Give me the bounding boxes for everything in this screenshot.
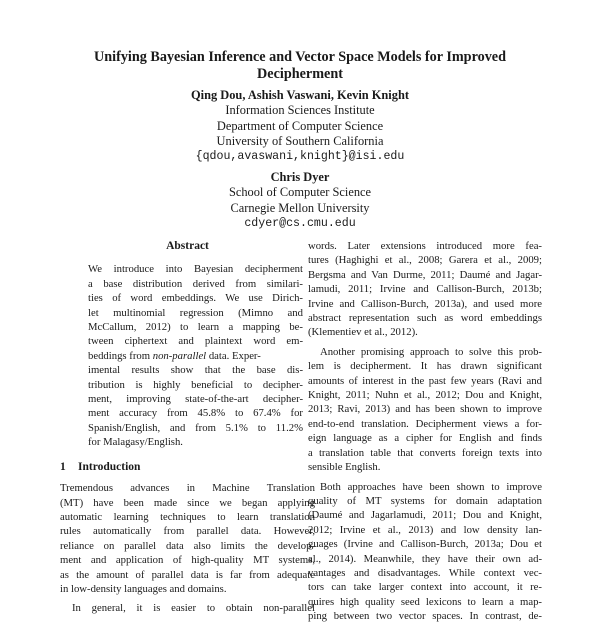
abstract-line: for Malagasy/English. xyxy=(88,436,183,449)
title-line-2: Decipherment xyxy=(257,66,343,82)
body-line: eign language as a cipher for English and finds xyxy=(308,432,542,445)
author-block-2 xyxy=(100,170,500,231)
body-line: Knight, 2011; Nuhn et al., 2012; Dou and Knight, xyxy=(308,389,542,402)
abstract-line: a base distribution derived from similari- xyxy=(88,277,303,290)
body-line: Both approaches have been shown to improve xyxy=(320,480,542,493)
affiliation-line: Information Sciences Institute xyxy=(225,103,375,118)
abstract-line xyxy=(88,349,303,363)
abstract-heading: Abstract xyxy=(166,240,209,252)
abstract-line: ment accuracy from 45.8% to 67.4% for xyxy=(88,407,303,420)
affiliation-line: School of Computer Science xyxy=(228,185,372,200)
author-names-1: Qing Dou, Ashish Vaswani, Kevin Knight xyxy=(191,88,409,102)
body-line: a translation table that converts foreign texts into xyxy=(308,446,542,459)
body-line: Bergsma and Van Durme, 2011; Daumé and Jagar- xyxy=(308,268,542,281)
body-line: (Klementiev et al., 2012). xyxy=(308,326,418,339)
affiliation-line: University of Southern California xyxy=(216,133,384,148)
body-line: vantages and disadvantages. While context vec- xyxy=(308,566,542,579)
abstract-text-run: beddings from xyxy=(88,349,153,362)
abstract-line: Spanish/English, and from 5.1% to 11.2% xyxy=(88,421,303,434)
author-email-1: {qdou,avaswani,knight}@isi.edu xyxy=(195,150,405,164)
body-line: Irvine and Callison-Burch, 2013a), and used more xyxy=(308,297,542,310)
body-line: lem is decipherment. It has drawn significant xyxy=(308,360,542,373)
body-line: end-to-end translation. Decipherment views a for- xyxy=(308,417,542,430)
body-line: amounts of interest in the past few years (Ravi and xyxy=(308,374,542,387)
abstract-line: ment, improving state-of-the-art decipher- xyxy=(88,393,303,406)
author-block-1 xyxy=(100,88,500,164)
body-line: al., 2014). Meanwhile, they have their own ad- xyxy=(308,552,542,565)
intro-paragraph-1 xyxy=(60,481,315,596)
body-line: sensible English. xyxy=(308,461,381,474)
body-line: quality of MT systems for domain adaptation xyxy=(308,494,542,507)
affiliation-line: Department of Computer Science xyxy=(216,118,384,133)
abstract-line: ties of word embeddings. We use Dirich- xyxy=(88,292,303,305)
section-heading xyxy=(60,460,315,474)
abstract-line: McCallum, 2012) to learn a mapping be- xyxy=(88,321,303,334)
body-line: 2012; Irvine et al., 2013) and low density lan- xyxy=(308,523,542,536)
body-line: 2013; Ravi, 2013) and has been shown to improve xyxy=(308,403,542,416)
abstract-line: let multinomial regression (Mimno and xyxy=(88,306,303,319)
body-line: as the amount of parallel data is far from adequate xyxy=(60,568,315,581)
body-line: quires high quality seed lexicons to learn a map- xyxy=(308,595,542,608)
body-line: ment and application of high-quality MT systems, xyxy=(60,554,315,567)
abstract-line: imental results show that the base dis- xyxy=(88,364,303,377)
body-line: (Daumé and Jagarlamudi, 2011; Dou and Knight, xyxy=(308,509,542,522)
body-line: rules automatically from parallel data. However, xyxy=(60,525,315,538)
body-line: in low-density languages and domains. xyxy=(60,582,227,595)
body-line: (MT) have been made since we began applying xyxy=(60,496,315,509)
affiliation-line: Carnegie Mellon University xyxy=(230,200,370,215)
left-column xyxy=(60,239,315,621)
body-line: Another promising approach to solve this prob- xyxy=(320,345,542,358)
right-paragraph-1 xyxy=(308,239,542,340)
body-line: reliance on parallel data also limits the develop- xyxy=(60,539,315,552)
paper-title xyxy=(60,49,540,83)
author-names-2: Chris Dyer xyxy=(270,170,330,184)
section-title: Introduction xyxy=(78,460,141,473)
abstract-body xyxy=(60,262,315,449)
body-line: tors can take larger context into account, it re- xyxy=(308,581,542,594)
intro-paragraph-2 xyxy=(60,601,315,615)
abstract-text-run: data. Exper- xyxy=(206,349,261,362)
body-line: automatic learning techniques to learn translation xyxy=(60,510,315,523)
body-line: guages (Irvine and Callison-Burch, 2013a; Dou et xyxy=(308,538,542,551)
section-number: 1 xyxy=(60,460,66,473)
body-line: In general, it is easier to obtain non-parallel xyxy=(72,602,315,615)
abstract-line: tribution is highly beneficial to decipher- xyxy=(88,378,303,391)
right-paragraph-2 xyxy=(308,345,542,475)
author-email-2: cdyer@cs.cmu.edu xyxy=(244,216,356,230)
body-line: tures (Haghighi et al., 2008; Garera et al., 2009; xyxy=(308,254,542,267)
abstract-emphasis: non-parallel xyxy=(152,349,207,362)
body-line: Tremendous advances in Machine Translation xyxy=(60,482,315,495)
body-line: ping between two vector spaces. In contrast, de- xyxy=(308,610,542,623)
abstract-line: We introduce into Bayesian decipherment xyxy=(88,263,303,276)
right-column xyxy=(308,239,542,629)
body-line: abstract representation such as word embeddings xyxy=(308,312,542,325)
abstract-line: tween ciphertext and plaintext word em- xyxy=(88,335,303,348)
title-line-1: Unifying Bayesian Inference and Vector Space Models for Improved xyxy=(94,49,506,65)
body-line: words. Later extensions introduced more fea- xyxy=(308,240,542,252)
body-line: lamudi, 2011; Irvine and Callison-Burch, 2013b; xyxy=(308,283,542,296)
right-paragraph-3 xyxy=(308,480,542,624)
